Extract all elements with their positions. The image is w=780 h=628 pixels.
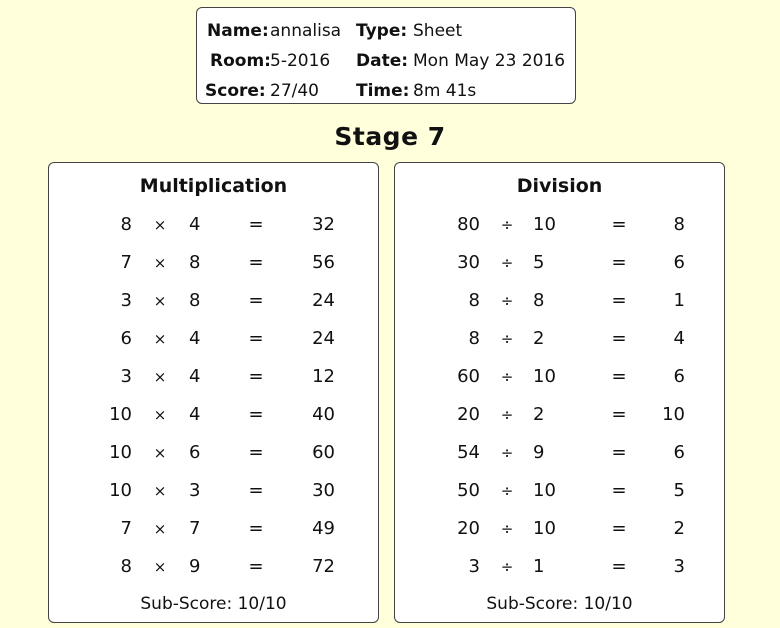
result: 5 [673, 480, 685, 501]
operand-b: 4 [189, 214, 201, 235]
score-label: Score: [205, 81, 266, 101]
time-label: Time: [356, 81, 410, 101]
operator-symbol: ÷ [500, 520, 514, 538]
equation-row [395, 556, 724, 584]
info-row-name-type [197, 21, 575, 51]
equation-row [49, 442, 378, 470]
score-value: 27/40 [270, 81, 319, 101]
equation-row [49, 404, 378, 432]
result: 72 [312, 556, 335, 577]
result: 8 [673, 214, 685, 235]
result: 32 [312, 214, 335, 235]
operand-a: 10 [109, 404, 132, 425]
equals-sign: = [611, 290, 627, 311]
equation-row [395, 252, 724, 280]
equals-sign: = [248, 480, 264, 501]
operator-symbol: × [153, 444, 167, 462]
operand-a: 7 [120, 518, 132, 539]
operand-b: 5 [533, 252, 545, 273]
operator-symbol: × [153, 520, 167, 538]
type-label: Type: [356, 21, 408, 41]
operator-symbol: × [153, 406, 167, 424]
operand-a: 8 [468, 328, 480, 349]
operator-symbol: ÷ [500, 292, 514, 310]
equation-row [49, 252, 378, 280]
operand-b: 8 [189, 252, 201, 273]
equation-row [49, 480, 378, 508]
equals-sign: = [248, 556, 264, 577]
operator-symbol: × [153, 482, 167, 500]
operator-symbol: ÷ [500, 368, 514, 386]
operator-symbol: ÷ [500, 330, 514, 348]
result: 6 [673, 366, 685, 387]
result: 1 [673, 290, 685, 311]
division-subscore: Sub-Score: 10/10 [486, 594, 633, 614]
date-label: Date: [356, 51, 409, 71]
operand-b: 10 [533, 480, 556, 501]
equals-sign: = [248, 214, 264, 235]
name-value: annalisa [270, 21, 342, 41]
operator-symbol: ÷ [500, 558, 514, 576]
equals-sign: = [248, 442, 264, 463]
operand-a: 8 [468, 290, 480, 311]
division-panel [394, 162, 725, 623]
equals-sign: = [611, 214, 627, 235]
equals-sign: = [611, 556, 627, 577]
equation-row [395, 328, 724, 356]
operand-b: 3 [189, 480, 201, 501]
division-title: Division [516, 175, 603, 197]
operand-b: 7 [189, 518, 201, 539]
equation-row [395, 480, 724, 508]
result: 10 [662, 404, 685, 425]
equation-row [395, 404, 724, 432]
operand-b: 10 [533, 366, 556, 387]
equation-row [49, 366, 378, 394]
result: 2 [673, 518, 685, 539]
operand-b: 1 [533, 556, 545, 577]
operator-symbol: × [153, 216, 167, 234]
equation-row [49, 556, 378, 584]
type-value: Sheet [413, 21, 463, 41]
operand-b: 9 [533, 442, 545, 463]
operand-b: 4 [189, 328, 201, 349]
operand-a: 6 [120, 328, 132, 349]
equation-row [395, 518, 724, 546]
operand-b: 2 [533, 328, 545, 349]
equation-row [395, 290, 724, 318]
operand-a: 3 [120, 366, 132, 387]
operand-b: 8 [189, 290, 201, 311]
operand-a: 54 [457, 442, 480, 463]
info-box [196, 7, 576, 104]
equals-sign: = [611, 518, 627, 539]
result: 60 [312, 442, 335, 463]
operand-a: 8 [120, 214, 132, 235]
info-row-room-date [197, 51, 575, 81]
time-value: 8m 41s [413, 81, 477, 101]
result: 12 [312, 366, 335, 387]
operand-b: 9 [189, 556, 201, 577]
result: 3 [673, 556, 685, 577]
equals-sign: = [248, 404, 264, 425]
operand-a: 10 [109, 442, 132, 463]
operand-b: 10 [533, 518, 556, 539]
operator-symbol: ÷ [500, 482, 514, 500]
equals-sign: = [611, 404, 627, 425]
operand-a: 20 [457, 518, 480, 539]
operand-b: 4 [189, 366, 201, 387]
operator-symbol: × [153, 558, 167, 576]
result: 49 [312, 518, 335, 539]
operand-a: 8 [120, 556, 132, 577]
result: 56 [312, 252, 335, 273]
room-label: Room: [210, 51, 271, 71]
result: 40 [312, 404, 335, 425]
name-label: Name: [207, 21, 269, 41]
operand-b: 2 [533, 404, 545, 425]
equation-row [395, 442, 724, 470]
operand-a: 30 [457, 252, 480, 273]
equation-row [49, 290, 378, 318]
operand-a: 80 [457, 214, 480, 235]
equation-row [49, 328, 378, 356]
equals-sign: = [248, 290, 264, 311]
operand-b: 8 [533, 290, 545, 311]
result: 30 [312, 480, 335, 501]
equals-sign: = [248, 366, 264, 387]
equation-row [395, 214, 724, 242]
equation-row [49, 214, 378, 242]
room-value: 5-2016 [270, 51, 331, 71]
equals-sign: = [611, 366, 627, 387]
operator-symbol: ÷ [500, 444, 514, 462]
equals-sign: = [611, 442, 627, 463]
operator-symbol: ÷ [500, 216, 514, 234]
operand-b: 6 [189, 442, 201, 463]
operand-a: 7 [120, 252, 132, 273]
operand-a: 60 [457, 366, 480, 387]
operand-a: 3 [468, 556, 480, 577]
equals-sign: = [611, 328, 627, 349]
equals-sign: = [248, 518, 264, 539]
operand-a: 50 [457, 480, 480, 501]
operator-symbol: × [153, 330, 167, 348]
equals-sign: = [611, 480, 627, 501]
result: 24 [312, 328, 335, 349]
result: 6 [673, 442, 685, 463]
equals-sign: = [611, 252, 627, 273]
operator-symbol: ÷ [500, 406, 514, 424]
equation-row [49, 518, 378, 546]
operator-symbol: × [153, 368, 167, 386]
info-row-score-time [197, 81, 575, 111]
date-value: Mon May 23 2016 [413, 51, 566, 71]
operand-a: 3 [120, 290, 132, 311]
operand-a: 10 [109, 480, 132, 501]
multiplication-panel [48, 162, 379, 623]
operator-symbol: × [153, 292, 167, 310]
operand-a: 20 [457, 404, 480, 425]
result: 4 [673, 328, 685, 349]
equals-sign: = [248, 328, 264, 349]
equation-row [395, 366, 724, 394]
operator-symbol: ÷ [500, 254, 514, 272]
stage-title: Stage 7 [334, 122, 446, 151]
result: 24 [312, 290, 335, 311]
operand-b: 10 [533, 214, 556, 235]
operand-b: 4 [189, 404, 201, 425]
multiplication-title: Multiplication [139, 175, 288, 197]
operator-symbol: × [153, 254, 167, 272]
multiplication-subscore: Sub-Score: 10/10 [140, 594, 287, 614]
equals-sign: = [248, 252, 264, 273]
result: 6 [673, 252, 685, 273]
